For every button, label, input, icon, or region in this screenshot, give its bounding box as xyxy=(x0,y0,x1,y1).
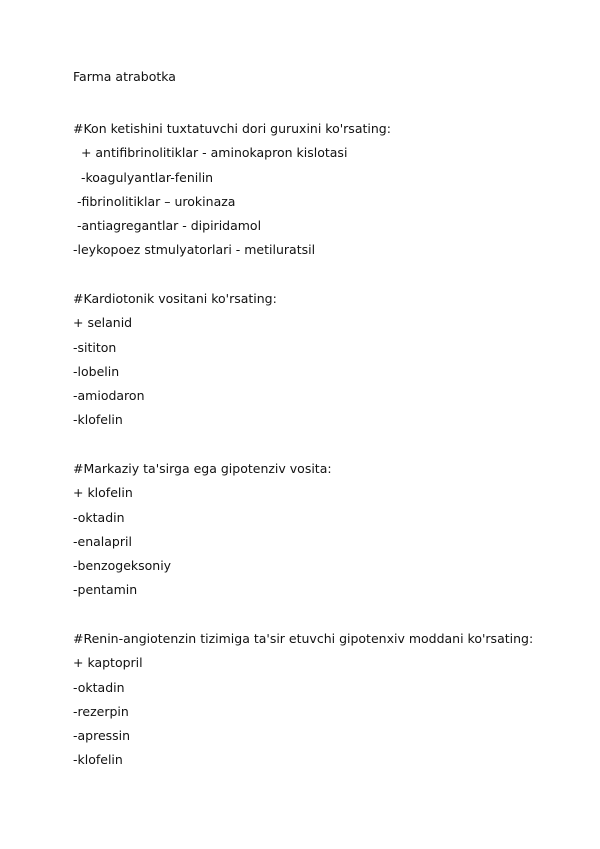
answer-option: -klofelin xyxy=(73,412,123,428)
answer-option: + klofelin xyxy=(73,485,133,501)
question-block-4 xyxy=(73,627,573,773)
answer-option: -benzogeksoniy xyxy=(73,558,172,574)
answer-option: + kaptopril xyxy=(73,655,143,671)
answer-option: -enalapril xyxy=(73,533,132,549)
document-title: Farma atrabotka xyxy=(73,69,176,84)
answer-option: -lobelin xyxy=(73,363,120,379)
question-text: #Renin-angiotenzin tizimiga ta'sir etuvchi gipotenxiv moddani ko'rsating: xyxy=(73,631,534,646)
answer-option: -koagulyantlar-fenilin xyxy=(73,169,214,185)
answer-option: + selanid xyxy=(73,315,133,331)
answer-option: -oktadin xyxy=(73,679,125,695)
answer-option: -klofelin xyxy=(73,752,123,768)
question-text: #Kon ketishini tuxtatuvchi dori guruxini ko'rsating: xyxy=(73,121,391,136)
question-block-2 xyxy=(73,287,573,433)
answer-option: + antifibrinolitiklar - aminokapron kislotasi xyxy=(73,145,348,161)
answer-option: -oktadin xyxy=(73,509,125,525)
answer-option: -apressin xyxy=(73,728,131,744)
answer-option: -amiodaron xyxy=(73,388,145,404)
answer-option: -sititon xyxy=(73,339,117,355)
question-text: #Markaziy ta'sirga ega gipotenziv vosita: xyxy=(73,461,332,476)
answer-option: -fibrinolitiklar – urokinaza xyxy=(73,193,236,209)
question-text: #Kardiotonik vositani ko'rsating: xyxy=(73,291,277,306)
answer-option: -leykopoez stmulyatorlari - metiluratsil xyxy=(73,242,316,258)
answer-option: -rezerpin xyxy=(73,703,129,719)
question-block-1 xyxy=(73,117,573,263)
answer-option: -pentamin xyxy=(73,582,138,598)
question-block-3 xyxy=(73,457,573,603)
answer-option: -antiagregantlar - dipiridamol xyxy=(73,218,262,234)
